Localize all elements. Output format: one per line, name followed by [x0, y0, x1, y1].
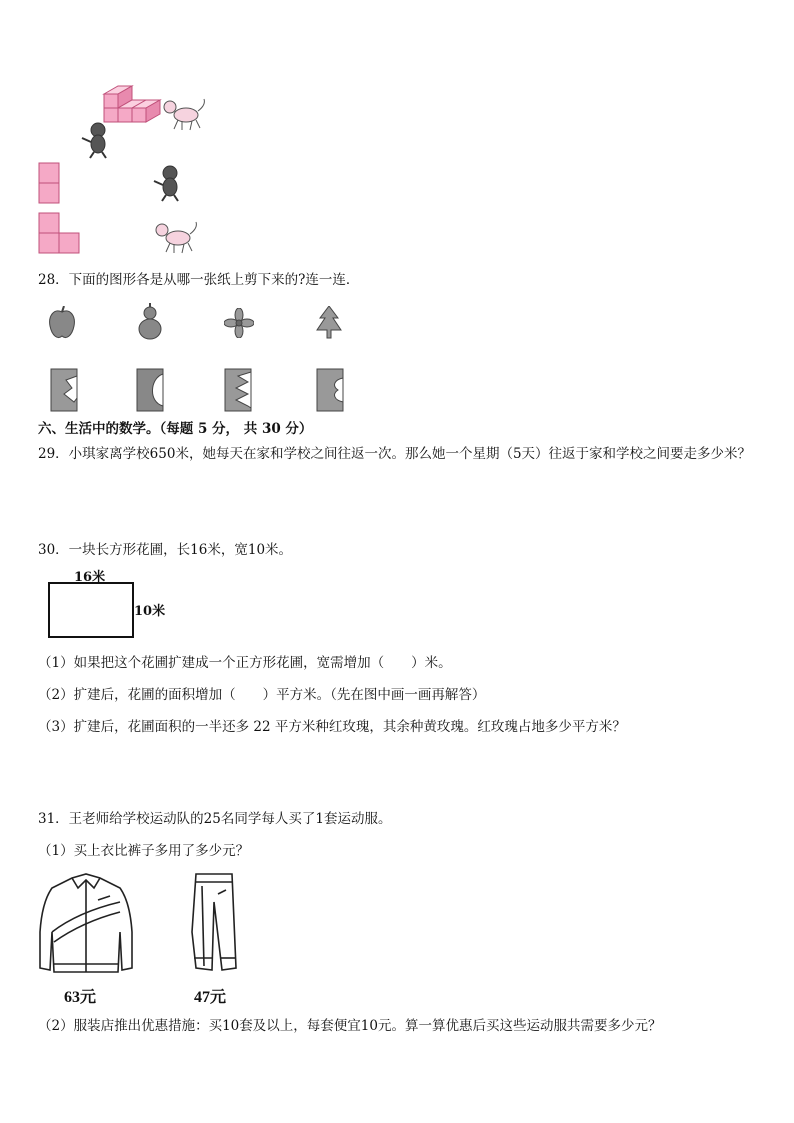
q30-sub1: （1）如果把这个花圃扩建成一个正方形花圃，宽需增加（ ）米。 — [38, 655, 452, 671]
view-l-shape-squares — [38, 212, 84, 256]
q31-sub2: （2）服装店推出优惠措施：买10套及以上，每套便宜10元。算一算优惠后买这些运动服共需要多少元？ — [38, 1018, 662, 1034]
dog-icon — [152, 218, 202, 258]
tree-icon — [316, 306, 342, 340]
apple-icon — [48, 306, 76, 340]
section-title: 六、生活中的数学。（每题 5 分， 共 30 分） — [38, 421, 313, 437]
q30-sub3: （3）扩建后，花圃面积的一半还多 22 平方米种红玫瑰，其余种黄玫瑰。红玫瑰占地多少平方米？ — [38, 719, 626, 735]
pants-icon — [190, 872, 238, 978]
cut-paper-2 — [136, 368, 166, 412]
gourd-icon — [137, 303, 163, 341]
cut-paper-1 — [50, 368, 80, 412]
q29-text: 29．小琪家离学校650米，她每天在家和学校之间往返一次。那么她一个星期（5天）往返于家和学校之间要走多少米？ — [38, 446, 752, 462]
cut-paper-3 — [224, 368, 254, 412]
monkey-icon — [78, 120, 118, 160]
dog-icon — [160, 95, 210, 135]
jacket-price: 63元 — [64, 989, 97, 1006]
monkey-icon — [150, 163, 190, 203]
flower-icon — [224, 308, 254, 338]
garden-rectangle — [48, 582, 134, 638]
pants-price: 47元 — [194, 989, 227, 1006]
q31-text: 31．王老师给学校运动队的25名同学每人买了1套运动服。 — [38, 811, 392, 827]
width-label: 10米 — [134, 604, 166, 619]
q30-text: 30．一块长方形花圃，长16米，宽10米。 — [38, 542, 293, 558]
q30-sub2: （2）扩建后，花圃的面积增加（ ）平方米。（先在图中画一画再解答） — [38, 687, 486, 703]
jacket-icon — [38, 872, 134, 978]
view-two-stacked-squares — [38, 162, 62, 204]
length-label: 16米 — [74, 570, 106, 585]
cut-paper-4 — [316, 368, 346, 412]
q28-text: 28．下面的图形各是从哪一张纸上剪下来的?连一连． — [38, 272, 360, 288]
q31-sub1: （1）买上衣比裤子多用了多少元？ — [38, 843, 250, 859]
